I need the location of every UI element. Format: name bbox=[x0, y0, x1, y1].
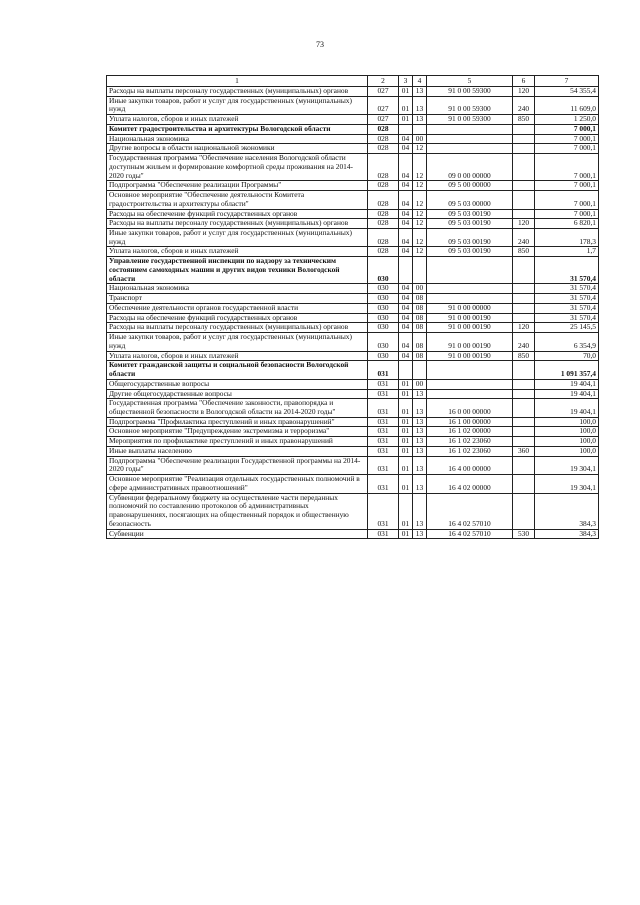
row-code: 028 bbox=[368, 144, 399, 154]
row-expense-type bbox=[513, 191, 535, 209]
row-code: 028 bbox=[368, 219, 399, 229]
row-expense-type: 850 bbox=[513, 351, 535, 361]
row-target-code: 91 0 00 00190 bbox=[427, 351, 513, 361]
table-row bbox=[107, 284, 599, 294]
row-code: 030 bbox=[368, 313, 399, 323]
row-subsection: 08 bbox=[413, 294, 427, 304]
row-target-code: 09 5 03 00190 bbox=[427, 209, 513, 219]
row-target-code: 16 1 02 23060 bbox=[427, 437, 513, 447]
column-header: 6 bbox=[513, 76, 535, 87]
row-code: 031 bbox=[368, 456, 399, 474]
row-section: 01 bbox=[399, 417, 413, 427]
row-expense-type: 120 bbox=[513, 87, 535, 97]
row-amount: 11 609,0 bbox=[535, 96, 599, 114]
row-target-code: 09 5 03 00190 bbox=[427, 229, 513, 247]
row-subsection: 12 bbox=[413, 229, 427, 247]
row-target-code: 91 0 00 00190 bbox=[427, 333, 513, 351]
table-row bbox=[107, 351, 599, 361]
row-subsection: 00 bbox=[413, 284, 427, 294]
row-amount: 7 000,1 bbox=[535, 134, 599, 144]
row-expense-type: 240 bbox=[513, 333, 535, 351]
table-row bbox=[107, 87, 599, 97]
row-target-code: 16 1 02 00000 bbox=[427, 427, 513, 437]
row-amount: 100,0 bbox=[535, 437, 599, 447]
row-name: Основное мероприятие "Реализация отдельных государственных полномочий в сфере административных правоотношений" bbox=[107, 475, 368, 493]
row-section: 04 bbox=[399, 229, 413, 247]
table-row bbox=[107, 379, 599, 389]
row-target-code bbox=[427, 284, 513, 294]
table-row bbox=[107, 247, 599, 257]
row-name: Уплата налогов, сборов и иных платежей bbox=[107, 115, 368, 125]
row-expense-type bbox=[513, 427, 535, 437]
row-target-code: 91 0 00 59300 bbox=[427, 115, 513, 125]
row-code: 027 bbox=[368, 96, 399, 114]
row-amount: 6 354,9 bbox=[535, 333, 599, 351]
row-name: Подпрограмма "Профилактика преступлений и иных правонарушений" bbox=[107, 417, 368, 427]
row-name: Основное мероприятие "Предупреждение экстремизма и терроризма" bbox=[107, 427, 368, 437]
row-expense-type: 240 bbox=[513, 96, 535, 114]
row-expense-type bbox=[513, 181, 535, 191]
row-code: 028 bbox=[368, 229, 399, 247]
row-subsection: 12 bbox=[413, 144, 427, 154]
row-target-code: 91 0 00 00190 bbox=[427, 313, 513, 323]
column-header: 7 bbox=[535, 76, 599, 87]
row-section: 04 bbox=[399, 144, 413, 154]
table-row bbox=[107, 154, 599, 181]
row-code: 031 bbox=[368, 437, 399, 447]
row-name: Расходы на выплаты персоналу государственных (муниципальных) органов bbox=[107, 87, 368, 97]
row-name: Расходы на выплаты персоналу государственных (муниципальных) органов bbox=[107, 323, 368, 333]
table-row bbox=[107, 134, 599, 144]
row-subsection: 13 bbox=[413, 417, 427, 427]
row-subsection: 08 bbox=[413, 323, 427, 333]
table-row bbox=[107, 144, 599, 154]
row-name: Подпрограмма "Обеспечение реализации Государственной программы на 2014-2020 годы" bbox=[107, 456, 368, 474]
row-section bbox=[399, 257, 413, 284]
table-row bbox=[107, 389, 599, 399]
row-expense-type: 530 bbox=[513, 529, 535, 539]
row-section: 04 bbox=[399, 154, 413, 181]
row-name: Государственная программа "Обеспечение населения Вологодской области доступным жильем и формирование комфортной среды проживания на 2014-2020 годы" bbox=[107, 154, 368, 181]
row-code: 030 bbox=[368, 323, 399, 333]
row-name: Обеспечение деятельности органов государственной власти bbox=[107, 303, 368, 313]
row-expense-type bbox=[513, 209, 535, 219]
row-section bbox=[399, 361, 413, 379]
row-section: 04 bbox=[399, 303, 413, 313]
row-code: 031 bbox=[368, 493, 399, 529]
row-expense-type bbox=[513, 313, 535, 323]
row-name: Иные закупки товаров, работ и услуг для государственных (муниципальных) нужд bbox=[107, 229, 368, 247]
row-expense-type bbox=[513, 379, 535, 389]
row-target-code bbox=[427, 361, 513, 379]
row-subsection: 12 bbox=[413, 181, 427, 191]
row-name: Уплата налогов, сборов и иных платежей bbox=[107, 247, 368, 257]
table-row bbox=[107, 303, 599, 313]
row-subsection: 12 bbox=[413, 191, 427, 209]
row-name: Национальная экономика bbox=[107, 284, 368, 294]
row-subsection: 13 bbox=[413, 96, 427, 114]
row-expense-type bbox=[513, 361, 535, 379]
row-section: 01 bbox=[399, 446, 413, 456]
table-row bbox=[107, 456, 599, 474]
row-name: Подпрограмма "Обеспечение реализации Программы" bbox=[107, 181, 368, 191]
row-code: 031 bbox=[368, 389, 399, 399]
row-expense-type bbox=[513, 437, 535, 447]
table-row bbox=[107, 313, 599, 323]
row-amount: 31 570,4 bbox=[535, 284, 599, 294]
row-section: 04 bbox=[399, 294, 413, 304]
row-target-code bbox=[427, 144, 513, 154]
row-code: 031 bbox=[368, 427, 399, 437]
column-header: 5 bbox=[427, 76, 513, 87]
row-code: 027 bbox=[368, 87, 399, 97]
row-name: Мероприятия по профилактике преступлений и иных правонарушений bbox=[107, 437, 368, 447]
row-amount: 384,3 bbox=[535, 529, 599, 539]
row-name: Расходы на выплаты персоналу государственных (муниципальных) органов bbox=[107, 219, 368, 229]
row-section: 01 bbox=[399, 437, 413, 447]
row-section: 04 bbox=[399, 333, 413, 351]
row-amount: 31 570,4 bbox=[535, 257, 599, 284]
table-row bbox=[107, 493, 599, 529]
table-row bbox=[107, 427, 599, 437]
row-expense-type bbox=[513, 417, 535, 427]
row-section: 01 bbox=[399, 96, 413, 114]
row-subsection: 13 bbox=[413, 456, 427, 474]
row-target-code: 16 4 00 00000 bbox=[427, 456, 513, 474]
row-amount: 25 145,5 bbox=[535, 323, 599, 333]
table-row bbox=[107, 96, 599, 114]
row-expense-type: 240 bbox=[513, 229, 535, 247]
row-amount: 384,3 bbox=[535, 493, 599, 529]
row-subsection: 12 bbox=[413, 247, 427, 257]
row-target-code: 16 0 00 00000 bbox=[427, 399, 513, 417]
row-code: 028 bbox=[368, 209, 399, 219]
row-section: 01 bbox=[399, 529, 413, 539]
row-amount: 7 000,1 bbox=[535, 154, 599, 181]
row-name: Расходы на обеспечение функций государственных органов bbox=[107, 209, 368, 219]
row-subsection: 13 bbox=[413, 427, 427, 437]
table-row bbox=[107, 124, 599, 134]
row-expense-type bbox=[513, 303, 535, 313]
row-subsection: 13 bbox=[413, 446, 427, 456]
row-amount: 70,0 bbox=[535, 351, 599, 361]
row-code: 031 bbox=[368, 379, 399, 389]
row-subsection: 00 bbox=[413, 379, 427, 389]
row-section: 01 bbox=[399, 493, 413, 529]
row-subsection: 13 bbox=[413, 493, 427, 529]
row-amount: 31 570,4 bbox=[535, 294, 599, 304]
row-target-code bbox=[427, 134, 513, 144]
row-target-code: 09 5 03 00000 bbox=[427, 191, 513, 209]
row-amount: 19 404,1 bbox=[535, 399, 599, 417]
row-section: 01 bbox=[399, 389, 413, 399]
table-row bbox=[107, 361, 599, 379]
table-row bbox=[107, 323, 599, 333]
row-target-code: 09 5 03 00190 bbox=[427, 247, 513, 257]
table-row bbox=[107, 529, 599, 539]
table-row bbox=[107, 209, 599, 219]
row-amount: 100,0 bbox=[535, 446, 599, 456]
row-name: Основное мероприятие "Обеспечение деятельности Комитета градостроительства и архитектуры области" bbox=[107, 191, 368, 209]
column-header: 3 bbox=[399, 76, 413, 87]
row-target-code: 91 0 00 00190 bbox=[427, 323, 513, 333]
row-expense-type: 120 bbox=[513, 219, 535, 229]
row-subsection: 13 bbox=[413, 389, 427, 399]
row-amount: 100,0 bbox=[535, 417, 599, 427]
row-expense-type bbox=[513, 475, 535, 493]
header-row bbox=[107, 76, 599, 87]
row-section: 04 bbox=[399, 247, 413, 257]
budget-table bbox=[106, 75, 599, 539]
row-target-code: 91 0 00 00000 bbox=[427, 303, 513, 313]
column-header: 1 bbox=[107, 76, 368, 87]
row-subsection: 12 bbox=[413, 154, 427, 181]
row-code: 031 bbox=[368, 446, 399, 456]
row-expense-type bbox=[513, 257, 535, 284]
row-code: 028 bbox=[368, 247, 399, 257]
row-target-code: 16 4 02 57010 bbox=[427, 529, 513, 539]
row-subsection: 13 bbox=[413, 529, 427, 539]
row-code: 028 bbox=[368, 134, 399, 144]
row-name: Общегосударственные вопросы bbox=[107, 379, 368, 389]
row-expense-type bbox=[513, 134, 535, 144]
row-section: 01 bbox=[399, 115, 413, 125]
row-subsection: 13 bbox=[413, 87, 427, 97]
row-name: Субвенции bbox=[107, 529, 368, 539]
row-code: 031 bbox=[368, 417, 399, 427]
row-target-code: 09 5 03 00190 bbox=[427, 219, 513, 229]
row-target-code: 16 4 02 57010 bbox=[427, 493, 513, 529]
table-row bbox=[107, 446, 599, 456]
row-code: 031 bbox=[368, 361, 399, 379]
row-target-code: 16 1 02 23060 bbox=[427, 446, 513, 456]
row-code: 030 bbox=[368, 294, 399, 304]
row-amount: 19 404,1 bbox=[535, 389, 599, 399]
row-code: 031 bbox=[368, 475, 399, 493]
table-row bbox=[107, 257, 599, 284]
row-section: 04 bbox=[399, 134, 413, 144]
row-subsection: 08 bbox=[413, 351, 427, 361]
row-expense-type bbox=[513, 284, 535, 294]
row-section: 01 bbox=[399, 399, 413, 417]
row-amount: 178,3 bbox=[535, 229, 599, 247]
row-expense-type bbox=[513, 154, 535, 181]
row-target-code bbox=[427, 389, 513, 399]
row-target-code bbox=[427, 124, 513, 134]
row-section bbox=[399, 124, 413, 134]
row-expense-type bbox=[513, 124, 535, 134]
table-row bbox=[107, 229, 599, 247]
row-code: 030 bbox=[368, 257, 399, 284]
table-row bbox=[107, 219, 599, 229]
table-row bbox=[107, 294, 599, 304]
row-expense-type bbox=[513, 294, 535, 304]
row-amount: 7 000,1 bbox=[535, 181, 599, 191]
row-code: 030 bbox=[368, 351, 399, 361]
row-amount: 19 304,1 bbox=[535, 475, 599, 493]
row-section: 01 bbox=[399, 475, 413, 493]
row-code: 028 bbox=[368, 124, 399, 134]
row-name: Национальная экономика bbox=[107, 134, 368, 144]
row-amount: 1,7 bbox=[535, 247, 599, 257]
row-section: 01 bbox=[399, 456, 413, 474]
row-expense-type bbox=[513, 399, 535, 417]
row-name: Транспорт bbox=[107, 294, 368, 304]
row-name: Иные выплаты населению bbox=[107, 446, 368, 456]
column-header: 4 bbox=[413, 76, 427, 87]
column-header: 2 bbox=[368, 76, 399, 87]
row-target-code: 09 0 00 00000 bbox=[427, 154, 513, 181]
row-expense-type bbox=[513, 456, 535, 474]
row-code: 030 bbox=[368, 333, 399, 351]
table-row bbox=[107, 437, 599, 447]
row-expense-type: 850 bbox=[513, 115, 535, 125]
row-expense-type bbox=[513, 389, 535, 399]
row-amount: 100,0 bbox=[535, 427, 599, 437]
row-amount: 1 250,0 bbox=[535, 115, 599, 125]
row-name: Управление государственной инспекции по надзору за техническим состоянием самоходных машин и других видов техники Вологодской области bbox=[107, 257, 368, 284]
table-row bbox=[107, 475, 599, 493]
row-subsection: 12 bbox=[413, 219, 427, 229]
row-name: Комитет гражданской защиты и социальной безопасности Вологодской области bbox=[107, 361, 368, 379]
row-section: 04 bbox=[399, 191, 413, 209]
row-amount: 19 404,1 bbox=[535, 379, 599, 389]
row-subsection: 00 bbox=[413, 134, 427, 144]
row-subsection bbox=[413, 361, 427, 379]
row-target-code: 91 0 00 59300 bbox=[427, 87, 513, 97]
row-section: 04 bbox=[399, 323, 413, 333]
row-amount: 7 000,1 bbox=[535, 209, 599, 219]
row-amount: 7 000,1 bbox=[535, 124, 599, 134]
row-name: Расходы на обеспечение функций государственных органов bbox=[107, 313, 368, 323]
row-code: 028 bbox=[368, 181, 399, 191]
row-amount: 6 820,1 bbox=[535, 219, 599, 229]
row-name: Другие общегосударственные вопросы bbox=[107, 389, 368, 399]
row-amount: 1 091 357,4 bbox=[535, 361, 599, 379]
row-expense-type: 120 bbox=[513, 323, 535, 333]
row-section: 04 bbox=[399, 351, 413, 361]
row-code: 031 bbox=[368, 399, 399, 417]
row-subsection: 08 bbox=[413, 333, 427, 351]
row-code: 031 bbox=[368, 529, 399, 539]
row-name: Комитет градостроительства и архитектуры Вологодской области bbox=[107, 124, 368, 134]
row-target-code: 09 5 00 00000 bbox=[427, 181, 513, 191]
row-code: 028 bbox=[368, 154, 399, 181]
row-target-code: 16 4 02 00000 bbox=[427, 475, 513, 493]
row-section: 01 bbox=[399, 87, 413, 97]
table-row bbox=[107, 191, 599, 209]
row-amount: 7 000,1 bbox=[535, 144, 599, 154]
table-row bbox=[107, 115, 599, 125]
row-expense-type bbox=[513, 493, 535, 529]
row-section: 04 bbox=[399, 219, 413, 229]
row-subsection bbox=[413, 257, 427, 284]
row-subsection: 12 bbox=[413, 209, 427, 219]
table-row bbox=[107, 417, 599, 427]
row-section: 04 bbox=[399, 284, 413, 294]
row-target-code bbox=[427, 257, 513, 284]
page-number: 73 bbox=[316, 40, 324, 49]
row-code: 030 bbox=[368, 303, 399, 313]
row-expense-type: 850 bbox=[513, 247, 535, 257]
row-expense-type: 360 bbox=[513, 446, 535, 456]
row-name: Другие вопросы в области национальной экономики bbox=[107, 144, 368, 154]
table-row bbox=[107, 181, 599, 191]
row-section: 04 bbox=[399, 181, 413, 191]
row-subsection bbox=[413, 124, 427, 134]
row-section: 01 bbox=[399, 427, 413, 437]
row-target-code bbox=[427, 379, 513, 389]
row-amount: 54 355,4 bbox=[535, 87, 599, 97]
row-target-code: 91 0 00 59300 bbox=[427, 96, 513, 114]
row-subsection: 08 bbox=[413, 303, 427, 313]
row-subsection: 08 bbox=[413, 313, 427, 323]
row-subsection: 13 bbox=[413, 437, 427, 447]
row-amount: 19 304,1 bbox=[535, 456, 599, 474]
row-name: Иные закупки товаров, работ и услуг для государственных (муниципальных) нужд bbox=[107, 96, 368, 114]
row-subsection: 13 bbox=[413, 115, 427, 125]
table-row bbox=[107, 399, 599, 417]
row-section: 01 bbox=[399, 379, 413, 389]
row-code: 030 bbox=[368, 284, 399, 294]
row-code: 027 bbox=[368, 115, 399, 125]
row-subsection: 13 bbox=[413, 399, 427, 417]
row-name: Субвенции федеральному бюджету на осуществление части переданных полномочий по составлению протоколов об административных правонарушениях, посягающих на общественный порядок и общественную безопасность bbox=[107, 493, 368, 529]
table-row bbox=[107, 333, 599, 351]
row-section: 04 bbox=[399, 313, 413, 323]
row-section: 04 bbox=[399, 209, 413, 219]
row-name: Иные закупки товаров, работ и услуг для государственных (муниципальных) нужд bbox=[107, 333, 368, 351]
row-amount: 31 570,4 bbox=[535, 303, 599, 313]
row-name: Уплата налогов, сборов и иных платежей bbox=[107, 351, 368, 361]
row-code: 028 bbox=[368, 191, 399, 209]
row-subsection: 13 bbox=[413, 475, 427, 493]
row-expense-type bbox=[513, 144, 535, 154]
row-name: Государственная программа "Обеспечение законности, правопорядка и общественной безопасности в Вологодской области на 2014-2020 годы" bbox=[107, 399, 368, 417]
row-target-code: 16 1 00 00000 bbox=[427, 417, 513, 427]
row-amount: 7 000,1 bbox=[535, 191, 599, 209]
row-target-code bbox=[427, 294, 513, 304]
row-amount: 31 570,4 bbox=[535, 313, 599, 323]
